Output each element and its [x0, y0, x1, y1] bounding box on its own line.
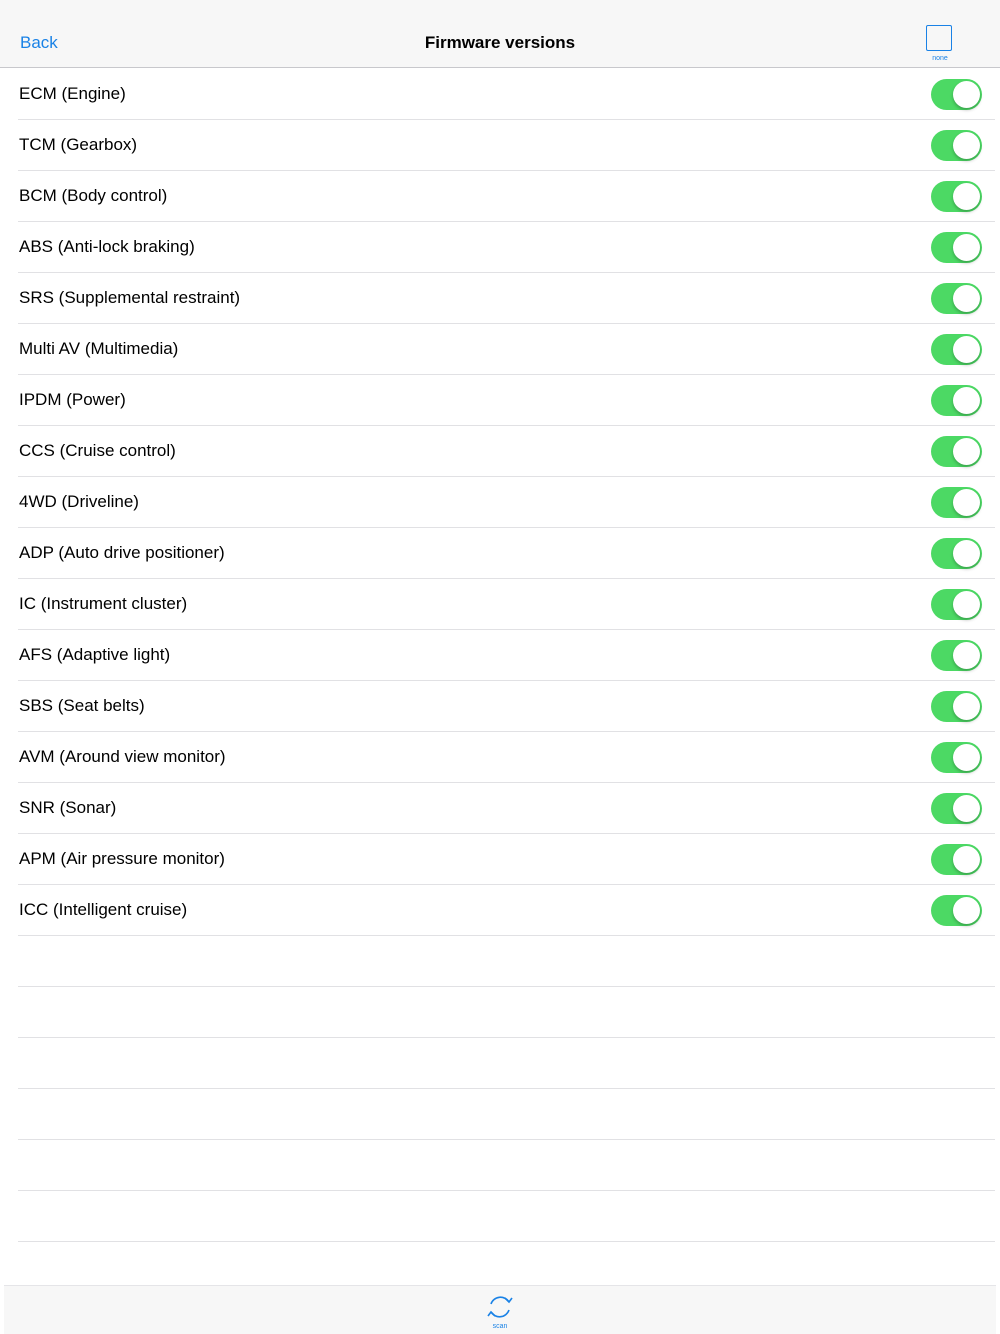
module-label: TCM (Gearbox)	[19, 135, 138, 154]
module-toggle[interactable]	[931, 640, 982, 671]
toggle-knob	[953, 540, 980, 567]
module-row	[18, 732, 995, 783]
toggle-knob	[953, 234, 980, 261]
empty-row	[18, 1191, 995, 1242]
toggle-knob	[953, 795, 980, 822]
module-toggle[interactable]	[931, 691, 982, 722]
module-label: Multi AV (Multimedia)	[19, 339, 179, 358]
module-label: ADP (Auto drive positioner)	[19, 543, 225, 562]
toggle-knob	[953, 387, 980, 414]
module-row	[18, 630, 995, 681]
module-toggle[interactable]	[931, 895, 982, 926]
module-label: BCM (Body control)	[19, 186, 168, 205]
module-row	[18, 171, 995, 222]
module-label: SRS (Supplemental restraint)	[19, 288, 241, 307]
empty-row	[18, 1140, 995, 1191]
module-toggle[interactable]	[931, 232, 982, 263]
toggle-knob	[953, 846, 980, 873]
module-label: APM (Air pressure monitor)	[19, 849, 225, 868]
empty-row	[18, 1089, 995, 1140]
module-label: AFS (Adaptive light)	[19, 645, 171, 664]
module-label: ICC (Intelligent cruise)	[19, 900, 188, 919]
module-row	[18, 885, 995, 936]
module-row	[18, 273, 995, 324]
back-button[interactable]: Back	[20, 33, 58, 52]
module-row	[18, 834, 995, 885]
module-label: SBS (Seat belts)	[19, 696, 145, 715]
module-list	[0, 69, 1000, 1242]
module-row	[18, 477, 995, 528]
module-toggle[interactable]	[931, 283, 982, 314]
module-row	[18, 222, 995, 273]
refresh-icon	[485, 1292, 515, 1322]
module-row	[18, 426, 995, 477]
navigation-bar	[0, 0, 1000, 68]
module-row	[18, 120, 995, 171]
toggle-knob	[953, 285, 980, 312]
bottom-toolbar	[4, 1285, 996, 1334]
module-row	[18, 783, 995, 834]
empty-row	[18, 936, 995, 987]
module-row	[18, 324, 995, 375]
scan-label: scan	[492, 1323, 508, 1330]
module-row	[18, 69, 995, 120]
module-label: IC (Instrument cluster)	[19, 594, 188, 613]
module-label: SNR (Sonar)	[19, 798, 117, 817]
toggle-knob	[953, 438, 980, 465]
module-toggle[interactable]	[931, 79, 982, 110]
toggle-knob	[953, 336, 980, 363]
module-toggle[interactable]	[931, 436, 982, 467]
toggle-knob	[953, 897, 980, 924]
module-label: ECM (Engine)	[19, 84, 126, 103]
module-row	[18, 375, 995, 426]
module-toggle[interactable]	[931, 334, 982, 365]
empty-row	[18, 1038, 995, 1089]
page-title: Firmware versions	[424, 33, 576, 52]
empty-row	[18, 987, 995, 1038]
module-toggle[interactable]	[931, 487, 982, 518]
module-row	[18, 579, 995, 630]
module-toggle[interactable]	[931, 130, 982, 161]
module-toggle[interactable]	[931, 742, 982, 773]
module-toggle[interactable]	[931, 844, 982, 875]
select-none-button[interactable]	[926, 25, 954, 65]
module-label: CCS (Cruise control)	[19, 441, 176, 460]
toggle-knob	[953, 489, 980, 516]
toggle-knob	[953, 693, 980, 720]
module-toggle[interactable]	[931, 538, 982, 569]
module-label: ABS (Anti-lock braking)	[19, 237, 195, 256]
select-none-label: none	[932, 55, 948, 62]
toggle-knob	[953, 642, 980, 669]
toggle-knob	[953, 132, 980, 159]
module-toggle[interactable]	[931, 589, 982, 620]
module-label: 4WD (Driveline)	[19, 492, 139, 511]
checkbox-icon	[926, 25, 952, 51]
toggle-knob	[953, 591, 980, 618]
module-toggle[interactable]	[931, 793, 982, 824]
module-toggle[interactable]	[931, 385, 982, 416]
toggle-knob	[953, 183, 980, 210]
module-row	[18, 681, 995, 732]
module-row	[18, 528, 995, 579]
toggle-knob	[953, 81, 980, 108]
module-label: AVM (Around view monitor)	[19, 747, 226, 766]
scan-button[interactable]	[484, 1292, 516, 1332]
module-toggle[interactable]	[931, 181, 982, 212]
module-label: IPDM (Power)	[19, 390, 126, 409]
toggle-knob	[953, 744, 980, 771]
